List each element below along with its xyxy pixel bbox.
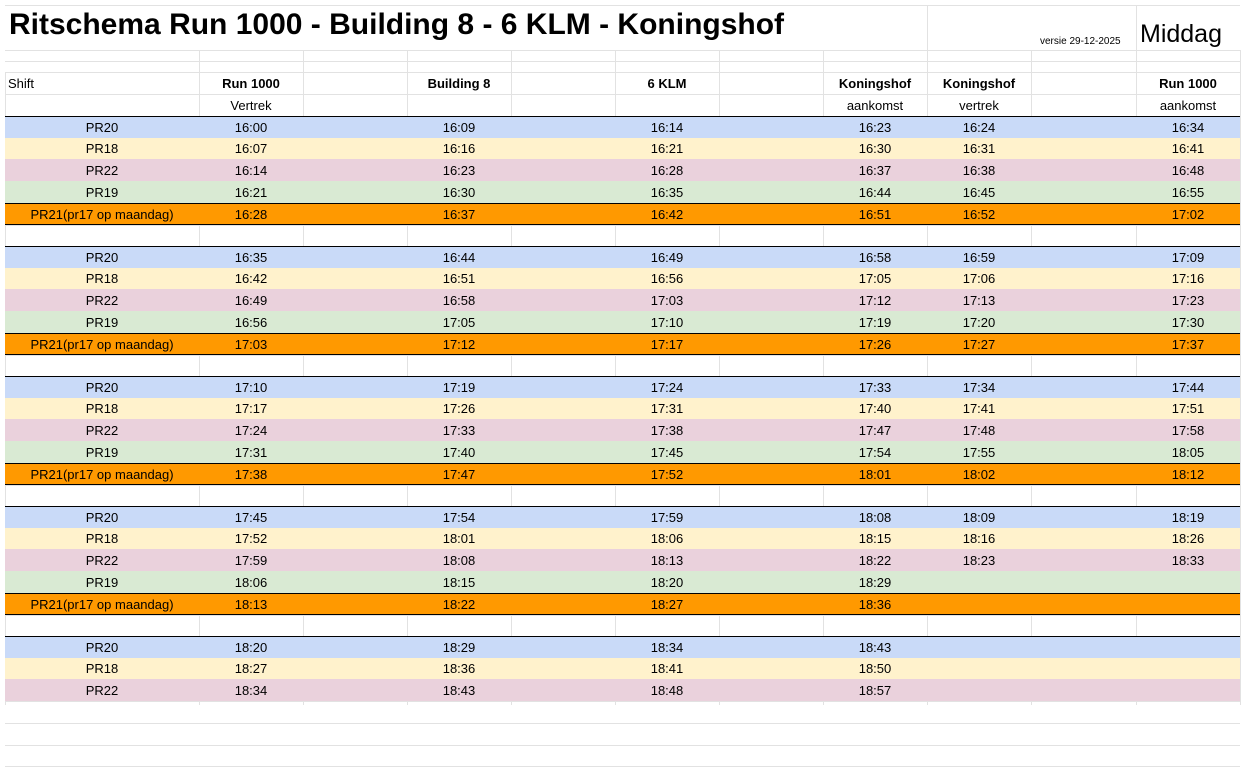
time-cell[interactable]: 16:30 — [442, 184, 476, 200]
time-cell[interactable]: 16:56 — [650, 271, 684, 286]
time-cell[interactable]: 17:10 — [650, 314, 684, 330]
shift-cell[interactable]: PR21(pr17 op maandag) — [30, 466, 174, 482]
header-koningshof-depart[interactable]: Koningshof — [942, 75, 1016, 91]
time-cell[interactable]: 17:05 — [858, 271, 892, 286]
time-cell[interactable]: 18:08 — [442, 552, 476, 568]
grid-row-line — [5, 701, 1240, 702]
time-cell[interactable]: 16:52 — [962, 206, 996, 222]
subheader-koningshof-depart[interactable]: vertrek — [959, 97, 999, 113]
time-cell[interactable]: 16:48 — [1171, 162, 1205, 178]
time-cell[interactable]: 16:09 — [442, 119, 476, 135]
time-cell[interactable]: 17:26 — [858, 336, 892, 352]
time-cell[interactable]: 17:19 — [858, 314, 892, 330]
grid-row-line — [5, 723, 1240, 724]
time-cell[interactable]: 16:58 — [858, 249, 892, 265]
time-cell[interactable]: 16:16 — [442, 141, 476, 156]
time-cell[interactable]: 17:48 — [962, 422, 996, 438]
time-cell[interactable] — [927, 658, 1031, 679]
shift-cell[interactable]: PR21(pr17 op maandag) — [30, 206, 174, 222]
time-cell[interactable]: 18:36 — [858, 596, 892, 612]
time-cell[interactable]: 17:24 — [650, 379, 684, 395]
time-cell[interactable]: 17:27 — [962, 336, 996, 352]
time-cell[interactable]: 16:23 — [442, 162, 476, 178]
time-cell[interactable]: 17:10 — [234, 379, 268, 395]
time-cell[interactable]: 17:40 — [858, 401, 892, 416]
time-cell[interactable]: 16:59 — [962, 249, 996, 265]
time-cell[interactable]: 16:58 — [442, 292, 476, 308]
time-cell[interactable]: 18:48 — [650, 682, 684, 698]
time-cell[interactable]: 17:34 — [962, 379, 996, 395]
time-cell[interactable] — [1136, 658, 1240, 679]
time-cell[interactable]: 17:52 — [650, 466, 684, 482]
time-cell[interactable]: 16:07 — [234, 141, 268, 156]
shift-cell[interactable]: PR18 — [85, 401, 119, 416]
header-building8[interactable]: Building 8 — [427, 75, 491, 91]
time-cell[interactable]: 16:51 — [858, 206, 892, 222]
time-cell[interactable]: 18:34 — [234, 682, 268, 698]
time-cell[interactable]: 16:14 — [650, 119, 684, 135]
time-cell[interactable]: 17:33 — [442, 422, 476, 438]
time-cell[interactable]: 17:37 — [1171, 336, 1205, 352]
time-cell[interactable]: 17:58 — [1171, 422, 1205, 438]
time-cell[interactable]: 18:02 — [962, 466, 996, 482]
time-cell[interactable]: 17:40 — [442, 444, 476, 460]
time-cell[interactable]: 18:50 — [858, 661, 892, 676]
time-cell[interactable]: 18:15 — [442, 574, 476, 590]
time-cell[interactable]: 16:45 — [962, 184, 996, 200]
time-cell[interactable]: 18:23 — [962, 552, 996, 568]
time-cell[interactable]: 17:03 — [234, 336, 268, 352]
time-cell[interactable]: 17:38 — [650, 422, 684, 438]
time-cell[interactable]: 18:08 — [858, 509, 892, 525]
time-cell[interactable]: 16:44 — [858, 184, 892, 200]
shift-cell[interactable]: PR22 — [85, 162, 119, 178]
shift-cell[interactable]: PR21(pr17 op maandag) — [30, 336, 174, 352]
time-cell[interactable]: 18:15 — [858, 531, 892, 546]
time-cell[interactable]: 16:55 — [1171, 184, 1205, 200]
time-cell[interactable]: 17:02 — [1171, 206, 1205, 222]
time-cell[interactable]: 17:23 — [1171, 292, 1205, 308]
time-cell[interactable]: 16:37 — [858, 162, 892, 178]
time-cell[interactable]: 17:03 — [650, 292, 684, 308]
time-cell[interactable]: 18:43 — [442, 682, 476, 698]
time-cell[interactable]: 16:35 — [234, 249, 268, 265]
time-cell[interactable]: 18:19 — [1171, 509, 1205, 525]
time-cell[interactable]: 18:01 — [858, 466, 892, 482]
shift-cell[interactable]: PR21(pr17 op maandag) — [30, 596, 174, 612]
shift-cell[interactable]: PR20 — [85, 249, 119, 265]
time-cell[interactable]: 17:52 — [234, 531, 268, 546]
grid-column-line — [927, 5, 928, 50]
time-cell[interactable]: 17:44 — [1171, 379, 1205, 395]
shift-cell[interactable]: PR20 — [85, 119, 119, 135]
time-cell[interactable]: 17:45 — [650, 444, 684, 460]
time-cell[interactable]: 17:17 — [650, 336, 684, 352]
shift-cell[interactable]: PR22 — [85, 422, 119, 438]
time-cell[interactable] — [1136, 636, 1240, 658]
time-cell[interactable]: 18:43 — [858, 639, 892, 655]
shift-cell[interactable]: PR22 — [85, 682, 119, 698]
time-cell[interactable]: 17:26 — [442, 401, 476, 416]
grid-row-line — [5, 485, 1240, 486]
time-cell[interactable]: 17:31 — [650, 401, 684, 416]
time-cell[interactable]: 16:14 — [234, 162, 268, 178]
time-cell[interactable]: 18:06 — [650, 531, 684, 546]
grid-row-line — [5, 61, 1240, 62]
time-cell[interactable]: 16:49 — [234, 292, 268, 308]
time-cell[interactable]: 17:59 — [650, 509, 684, 525]
shift-cell[interactable]: PR22 — [85, 552, 119, 568]
version-label: versie 29-12-2025 — [1040, 36, 1121, 47]
time-cell[interactable]: 16:38 — [962, 162, 996, 178]
time-cell[interactable]: 18:13 — [234, 596, 268, 612]
time-cell[interactable]: 16:21 — [650, 141, 684, 156]
time-cell[interactable] — [927, 679, 1031, 701]
time-cell[interactable]: 18:09 — [962, 509, 996, 525]
shift-cell[interactable]: PR20 — [85, 639, 119, 655]
shift-cell[interactable]: PR19 — [85, 314, 119, 330]
page-title: Ritschema Run 1000 - Building 8 - 6 KLM - Koningshof — [9, 8, 785, 41]
time-cell[interactable]: 18:22 — [858, 552, 892, 568]
time-cell[interactable]: 18:26 — [1171, 531, 1205, 546]
period-label: Middag — [1140, 20, 1222, 48]
shift-cell[interactable]: PR20 — [85, 509, 119, 525]
grid-row-line — [5, 5, 1240, 6]
time-cell[interactable]: 16:42 — [650, 206, 684, 222]
time-cell[interactable] — [1136, 593, 1240, 615]
shift-cell[interactable]: PR19 — [85, 574, 119, 590]
time-cell[interactable]: 17:05 — [442, 314, 476, 330]
time-cell[interactable]: 18:27 — [650, 596, 684, 612]
time-cell[interactable]: 16:41 — [1171, 141, 1205, 156]
shift-cell[interactable]: PR22 — [85, 292, 119, 308]
time-cell[interactable]: 16:42 — [234, 271, 268, 286]
shift-cell[interactable]: PR19 — [85, 184, 119, 200]
time-cell[interactable]: 18:33 — [1171, 552, 1205, 568]
header-6klm[interactable]: 6 KLM — [647, 75, 687, 91]
shift-cell[interactable]: PR18 — [85, 661, 119, 676]
time-cell[interactable]: 17:31 — [234, 444, 268, 460]
time-cell[interactable]: 18:13 — [650, 552, 684, 568]
time-cell[interactable]: 17:51 — [1171, 401, 1205, 416]
time-cell[interactable]: 16:37 — [442, 206, 476, 222]
time-cell[interactable]: 18:36 — [442, 661, 476, 676]
time-cell[interactable]: 18:41 — [650, 661, 684, 676]
time-cell[interactable]: 18:34 — [650, 639, 684, 655]
time-cell[interactable]: 17:17 — [234, 401, 268, 416]
subheader-koningshof-arrive[interactable]: aankomst — [846, 97, 904, 113]
time-cell[interactable]: 17:33 — [858, 379, 892, 395]
time-cell[interactable]: 16:44 — [442, 249, 476, 265]
time-cell[interactable]: 16:00 — [234, 119, 268, 135]
time-cell[interactable]: 18:29 — [442, 639, 476, 655]
header-koningshof-arrive[interactable]: Koningshof — [838, 75, 912, 91]
time-cell[interactable]: 17:12 — [442, 336, 476, 352]
time-cell[interactable]: 17:47 — [858, 422, 892, 438]
time-cell[interactable]: 16:23 — [858, 119, 892, 135]
shift-cell[interactable]: PR20 — [85, 379, 119, 395]
time-cell[interactable]: 18:20 — [234, 639, 268, 655]
time-cell[interactable]: 18:22 — [442, 596, 476, 612]
time-cell[interactable]: 18:27 — [234, 661, 268, 676]
header-run1000-arrive[interactable]: Run 1000 — [1159, 75, 1217, 91]
grid-column-line — [1136, 5, 1137, 50]
time-cell[interactable]: 16:34 — [1171, 119, 1205, 135]
subheader-run1000-arrive[interactable]: aankomst — [1159, 97, 1217, 113]
time-cell[interactable]: 16:28 — [650, 162, 684, 178]
grid-row-line — [5, 225, 1240, 226]
time-cell[interactable]: 16:56 — [234, 314, 268, 330]
time-cell[interactable]: 18:16 — [962, 531, 996, 546]
time-cell[interactable] — [1136, 679, 1240, 701]
time-cell[interactable] — [927, 571, 1031, 593]
header-shift[interactable]: Shift — [8, 75, 35, 91]
time-cell[interactable]: 17:47 — [442, 466, 476, 482]
time-cell[interactable]: 18:01 — [442, 531, 476, 546]
time-cell[interactable]: 17:45 — [234, 509, 268, 525]
shift-cell[interactable]: PR18 — [85, 531, 119, 546]
time-cell[interactable]: 17:16 — [1171, 271, 1205, 286]
time-cell[interactable] — [1136, 571, 1240, 593]
time-cell[interactable]: 17:55 — [962, 444, 996, 460]
time-cell[interactable]: 18:06 — [234, 574, 268, 590]
time-cell[interactable]: 17:24 — [234, 422, 268, 438]
time-cell[interactable]: 16:49 — [650, 249, 684, 265]
time-cell[interactable]: 17:13 — [962, 292, 996, 308]
time-cell[interactable]: 17:19 — [442, 379, 476, 395]
time-cell[interactable]: 16:24 — [962, 119, 996, 135]
time-cell[interactable]: 16:31 — [962, 141, 996, 156]
time-cell[interactable]: 18:05 — [1171, 444, 1205, 460]
grid-row-line — [5, 355, 1240, 356]
shift-cell[interactable]: PR18 — [85, 141, 119, 156]
time-cell[interactable]: 18:57 — [858, 682, 892, 698]
grid-row-line — [5, 50, 1240, 51]
time-cell[interactable]: 17:41 — [962, 401, 996, 416]
time-cell[interactable]: 17:54 — [858, 444, 892, 460]
time-cell[interactable]: 17:12 — [858, 292, 892, 308]
grid-row-line — [5, 615, 1240, 616]
header-run1000-depart[interactable]: Run 1000 — [222, 75, 280, 91]
time-cell[interactable]: 17:06 — [962, 271, 996, 286]
grid-row-line — [5, 745, 1240, 746]
time-cell[interactable]: 16:21 — [234, 184, 268, 200]
time-cell[interactable]: 18:12 — [1171, 466, 1205, 482]
time-cell[interactable]: 18:29 — [858, 574, 892, 590]
time-cell[interactable]: 17:54 — [442, 509, 476, 525]
shift-cell[interactable]: PR19 — [85, 444, 119, 460]
grid-column-line — [1240, 50, 1241, 705]
time-cell[interactable]: 17:09 — [1171, 249, 1205, 265]
time-cell[interactable]: 17:30 — [1171, 314, 1205, 330]
time-cell[interactable]: 17:38 — [234, 466, 268, 482]
time-cell[interactable]: 18:20 — [650, 574, 684, 590]
time-cell[interactable] — [927, 593, 1031, 615]
time-cell[interactable]: 16:51 — [442, 271, 476, 286]
time-cell[interactable]: 16:28 — [234, 206, 268, 222]
subheader-run1000-depart[interactable]: Vertrek — [230, 97, 272, 113]
time-cell[interactable]: 17:59 — [234, 552, 268, 568]
time-cell[interactable]: 17:20 — [962, 314, 996, 330]
time-cell[interactable] — [927, 636, 1031, 658]
time-cell[interactable]: 16:30 — [858, 141, 892, 156]
time-cell[interactable]: 16:35 — [650, 184, 684, 200]
grid-row-line — [5, 94, 1240, 95]
shift-cell[interactable]: PR18 — [85, 271, 119, 286]
